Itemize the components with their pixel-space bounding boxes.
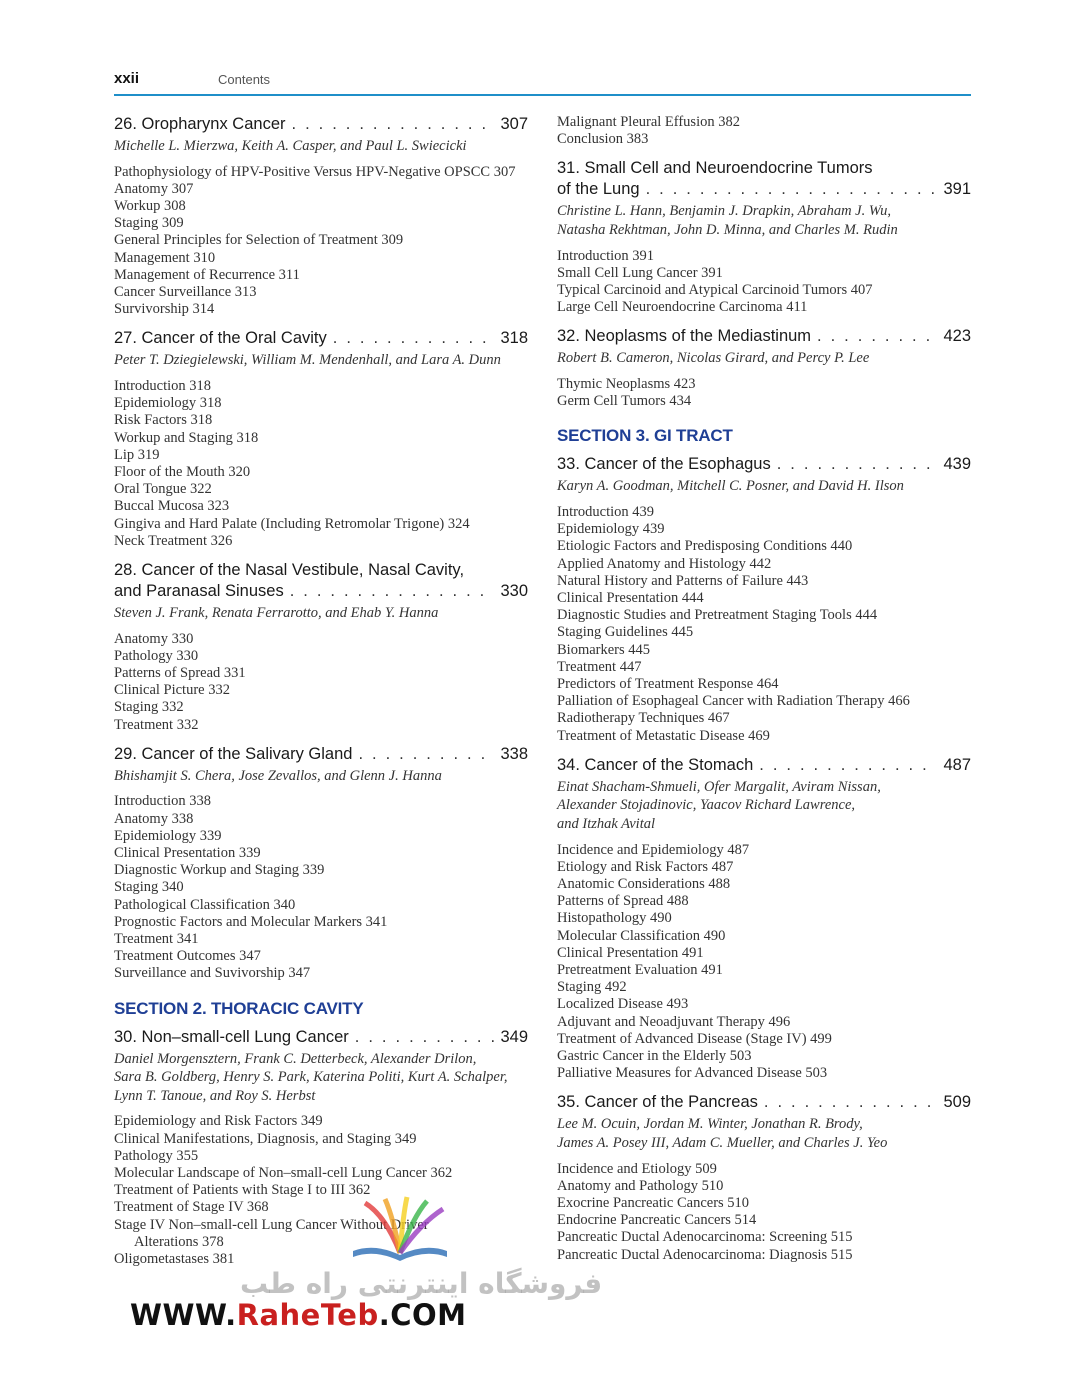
chapter-title	[114, 328, 528, 349]
toc-entry: Surveillance and Suvivorship 347	[114, 965, 311, 982]
author-line: Natasha Rekhtman, John D. Minna, and Charles M. Rudin	[557, 222, 898, 238]
toc-entry: Epidemiology 339	[114, 827, 222, 844]
chapter-block	[114, 114, 528, 318]
toc-entry: Oral Tongue 322	[114, 481, 212, 498]
chapter-title-line: 32. Neoplasms of the Mediastinum	[557, 327, 812, 346]
chapter-title-row	[557, 755, 971, 776]
chapter-page-number: 509	[943, 1093, 971, 1112]
toc-entry: Adjuvant and Neoadjuvant Therapy 496	[557, 1013, 791, 1030]
chapter-title	[114, 114, 528, 135]
chapter-title-line: 27. Cancer of the Oral Cavity	[114, 329, 327, 348]
author-line: Bhishamjit S. Chera, Jose Zevallos, and Glenn J. Hanna	[114, 767, 442, 784]
watermark-url-brand: RaheTeb	[236, 1298, 379, 1332]
toc-entry: Buccal Mucosa 323	[114, 498, 230, 515]
chapter-title	[557, 454, 971, 475]
page-header	[114, 68, 971, 96]
chapter-authors	[557, 349, 971, 368]
toc-entry: Survivorship 314	[114, 301, 215, 318]
chapter-block	[114, 560, 528, 734]
toc-entry: Clinical Presentation 444	[557, 590, 704, 607]
continued-entries	[557, 114, 971, 148]
section-heading: SECTION 3. GI TRACT	[557, 426, 733, 446]
chapter-title-row	[557, 1092, 971, 1113]
chapter-authors	[114, 604, 528, 623]
chapter-title-line: 26. Oropharynx Cancer	[114, 115, 286, 133]
toc-entry: Large Cell Neuroendocrine Carcinoma 411	[557, 299, 808, 316]
toc-entry: Workup and Staging 318	[114, 429, 259, 446]
toc-entry: Introduction 391	[557, 247, 655, 264]
toc-entry: Epidemiology and Risk Factors 349	[114, 1113, 323, 1130]
toc-entry: Management of Recurrence 311	[114, 266, 300, 283]
toc-entry: Small Cell Lung Cancer 391	[557, 264, 723, 281]
toc-entry: Pathology 330	[114, 647, 199, 664]
toc-entry: Pathological Classification 340	[114, 896, 296, 913]
toc-entry: Treatment of Advanced Disease (Stage IV) 499	[557, 1030, 832, 1047]
toc-entry: Natural History and Patterns of Failure 443	[557, 572, 809, 589]
author-line: James A. Posey III, Adam C. Mueller, and Charles J. Yeo	[557, 1135, 888, 1152]
toc-entry: Applied Anatomy and Histology 442	[557, 555, 772, 572]
toc-entry: Localized Disease 493	[557, 996, 689, 1013]
toc-entry: Epidemiology 318	[114, 395, 222, 412]
author-line: Karyn A. Goodman, Mitchell C. Posner, and David H. Ilson	[557, 478, 904, 495]
toc-entry: Biomarkers 445	[557, 641, 651, 658]
toc-entry: Oligometastases 381	[114, 1251, 235, 1268]
toc-entry: Diagnostic Studies and Pretreatment Staging Tools 444	[557, 607, 878, 624]
chapter-block	[557, 326, 971, 410]
toc-entry: Lip 319	[114, 446, 160, 463]
toc-entry: Treatment Outcomes 347	[114, 948, 261, 965]
chapter-block	[557, 454, 971, 744]
chapter-title	[557, 158, 971, 200]
toc-entry: Treatment of Patients with Stage I to III 362	[114, 1182, 371, 1199]
chapter-authors	[114, 137, 528, 156]
toc-entry: Molecular Landscape of Non–small-cell Lung Cancer 362	[114, 1165, 453, 1182]
chapter-title	[114, 744, 528, 765]
toc-entry: Management 310	[114, 249, 216, 266]
toc-entry: Clinical Presentation 339	[114, 845, 261, 862]
toc-entry: Typical Carcinoid and Atypical Carcinoid Tumors 407	[557, 282, 873, 298]
chapter-block	[114, 744, 528, 983]
running-title: Contents	[218, 72, 271, 87]
author-line: Michelle L. Mierzwa, Keith A. Casper, and Paul L. Swiecicki	[114, 138, 467, 154]
author-line: Steven J. Frank, Renata Ferrarotto, and Ehab Y. Hanna	[114, 605, 439, 622]
chapter-title-row	[557, 179, 971, 200]
dot-leader	[333, 328, 495, 349]
toc-entry: Treatment 332	[114, 716, 199, 733]
chapter-title-row	[114, 328, 528, 349]
chapter-title-line: 31. Small Cell and Neuroendocrine Tumors	[557, 159, 873, 178]
chapter-authors	[557, 778, 971, 834]
toc-entry: Introduction 318	[114, 378, 212, 395]
toc-entry: Floor of the Mouth 320	[114, 464, 251, 481]
toc-entry: Incidence and Etiology 509	[557, 1160, 717, 1177]
toc-entry: Clinical Manifestations, Diagnosis, and Staging 349	[114, 1130, 417, 1147]
toc-entry: Malignant Pleural Effusion 382	[557, 114, 740, 130]
toc-entry: Molecular Classification 490	[557, 927, 726, 944]
toc-entry: Staging 492	[557, 979, 627, 996]
toc-entry: Treatment 447	[557, 658, 642, 675]
dot-leader	[355, 1027, 495, 1048]
chapter-title-line: 28. Cancer of the Nasal Vestibule, Nasal Cavity,	[114, 561, 465, 580]
toc-entry: Neck Treatment 326	[114, 532, 233, 549]
toc-entry: Pancreatic Ductal Adenocarcinoma: Screening 515	[557, 1229, 853, 1246]
toc-entry: Germ Cell Tumors 434	[557, 393, 692, 410]
chapter-title-line: of the Lung	[557, 180, 640, 199]
dot-leader	[817, 326, 937, 347]
chapter-authors	[114, 767, 528, 786]
chapter-title-line: 34. Cancer of the Stomach	[557, 755, 754, 774]
toc-entry: Pretreatment Evaluation 491	[557, 962, 723, 979]
chapter-block	[557, 755, 971, 1083]
chapter-authors	[557, 202, 971, 239]
chapter-title-line: 29. Cancer of the Salivary Gland	[114, 744, 353, 763]
chapter-page-number: 330	[500, 582, 528, 601]
toc-entry: Diagnostic Workup and Staging 339	[114, 862, 325, 879]
toc-entry: Treatment of Stage IV 368	[114, 1199, 269, 1216]
chapter-page-number: 338	[500, 744, 528, 763]
author-line: Christine L. Hann, Benjamin J. Drapkin, Abraham J. Wu,	[557, 203, 892, 220]
toc-entry: Thymic Neoplasms 423	[557, 376, 696, 392]
toc-entry: Introduction 338	[114, 793, 212, 810]
author-line: Lynn T. Tanoue, and Roy S. Herbst	[114, 1087, 316, 1104]
toc-entry: Etiology and Risk Factors 487	[557, 858, 734, 875]
watermark	[130, 1195, 603, 1335]
toc-entry: Patterns of Spread 488	[557, 893, 689, 910]
dot-leader	[777, 454, 938, 475]
book-logo-icon	[345, 1195, 455, 1267]
toc-entry: Stage IV Non–small-cell Lung Cancer Without Driver	[114, 1216, 429, 1233]
toc-entry: Epidemiology 439	[557, 521, 665, 538]
left-column	[114, 114, 528, 1278]
dot-leader	[292, 114, 495, 135]
dot-leader	[759, 755, 937, 776]
section-heading: SECTION 2. THORACIC CAVITY	[114, 998, 364, 1018]
chapter-title	[557, 755, 971, 776]
toc-entry: Histopathology 490	[557, 910, 672, 927]
chapter-authors	[114, 1050, 528, 1106]
toc-entry: Gingiva and Hard Palate (Including Retromolar Trigone) 324	[114, 515, 470, 532]
dot-leader	[764, 1092, 938, 1113]
toc-entry: Pathology 355	[114, 1147, 199, 1164]
chapter-authors	[557, 477, 971, 496]
chapter-title	[114, 1027, 528, 1048]
toc-entry: Alterations 378	[134, 1233, 224, 1250]
dot-leader	[358, 744, 494, 765]
chapter-page-number: 349	[500, 1027, 528, 1046]
author-line: Einat Shacham-Shmueli, Ofer Margalit, Aviram Nissan,	[557, 778, 881, 795]
toc-entry: Patterns of Spread 331	[114, 665, 246, 682]
chapter-title	[114, 560, 528, 602]
chapter-page-number: 318	[500, 329, 528, 348]
chapter-title-row	[114, 1027, 528, 1048]
chapter-title-row	[557, 454, 971, 475]
page-number: xxii	[114, 70, 140, 87]
toc-entry: Treatment of Metastatic Disease 469	[557, 727, 770, 744]
toc-entry: Anatomy 307	[114, 180, 194, 197]
author-line: and Itzhak Avital	[557, 816, 656, 833]
toc-entry: Palliative Measures for Advanced Disease 503	[557, 1065, 828, 1082]
chapter-title	[557, 1092, 971, 1113]
watermark-url-prefix: WWW.	[130, 1298, 237, 1332]
chapter-page-number: 487	[943, 755, 971, 774]
toc-entry: Exocrine Pancreatic Cancers 510	[557, 1195, 750, 1212]
toc-entry: Clinical Presentation 491	[557, 944, 704, 961]
toc-entry: Etiologic Factors and Predisposing Conditions 440	[557, 538, 853, 555]
chapter-title	[557, 326, 971, 347]
chapter-block	[557, 158, 971, 316]
dot-leader	[646, 179, 938, 200]
chapter-block	[557, 1092, 971, 1263]
toc-entry: Staging Guidelines 445	[557, 624, 694, 641]
watermark-url	[130, 1298, 467, 1332]
toc-entry: Incidence and Epidemiology 487	[557, 841, 750, 858]
toc-entry: Introduction 439	[557, 504, 655, 520]
toc-entry: Anatomy 338	[114, 810, 194, 827]
author-line: Daniel Morgensztern, Frank C. Detterbeck, Alexander Drilon,	[114, 1050, 477, 1067]
dot-leader	[290, 581, 495, 602]
toc-entry: Staging 332	[114, 699, 184, 716]
chapter-title-line: 35. Cancer of the Pancreas	[557, 1093, 758, 1112]
toc-entry: Anatomy and Pathology 510	[557, 1177, 724, 1194]
chapter-page-number: 307	[500, 115, 528, 133]
chapter-page-number: 423	[943, 327, 971, 346]
author-line: Lee M. Ocuin, Jordan M. Winter, Jonathan R. Brody,	[557, 1116, 863, 1133]
chapter-authors	[557, 1115, 971, 1152]
chapter-title-row	[114, 581, 528, 602]
chapter-title-row	[114, 744, 528, 765]
chapter-title-line: 33. Cancer of the Esophagus	[557, 455, 771, 474]
toc-entry: Pancreatic Ductal Adenocarcinoma: Diagnosis 515	[557, 1246, 853, 1263]
toc-entry: Anatomic Considerations 488	[557, 876, 731, 893]
chapter-title-line: and Paranasal Sinuses	[114, 582, 284, 601]
toc-entry: Prognostic Factors and Molecular Markers 341	[114, 913, 388, 930]
chapter-page-number: 391	[943, 180, 971, 199]
toc-entry: Clinical Picture 332	[114, 682, 230, 699]
author-line: Sara B. Goldberg, Henry S. Park, Katerina Politi, Kurt A. Schalper,	[114, 1069, 508, 1086]
chapter-block	[114, 328, 528, 550]
toc-entry: Treatment 341	[114, 931, 199, 948]
toc-entry: Cancer Surveillance 313	[114, 284, 257, 301]
right-column	[557, 114, 971, 1274]
chapter-title-line: 30. Non–small-cell Lung Cancer	[114, 1027, 349, 1046]
toc-entry: Conclusion 383	[557, 131, 649, 148]
toc-entry: General Principles for Selection of Treatment 309	[114, 232, 404, 249]
author-line: Peter T. Dziegielewski, William M. Mendenhall, and Lara A. Dunn	[114, 352, 501, 369]
toc-entry: Risk Factors 318	[114, 412, 213, 429]
watermark-persian-text: فروشگاه اینترنتی راه طب	[240, 1267, 603, 1300]
toc-entry: Gastric Cancer in the Elderly 503	[557, 1048, 752, 1065]
chapter-authors	[114, 351, 528, 370]
toc-entry: Pathophysiology of HPV-Positive Versus HPV-Negative OPSCC 307	[114, 163, 516, 180]
chapter-title-row	[557, 326, 971, 347]
toc-entry: Workup 308	[114, 198, 186, 214]
toc-entry: Palliation of Esophageal Cancer with Radiation Therapy 466	[557, 693, 910, 710]
toc-entry: Staging 309	[114, 215, 184, 232]
toc-entry: Endocrine Pancreatic Cancers 514	[557, 1212, 757, 1229]
author-line: Robert B. Cameron, Nicolas Girard, and Percy P. Lee	[557, 350, 870, 367]
chapter-page-number: 439	[943, 455, 971, 474]
toc-entry: Radiotherapy Techniques 467	[557, 710, 730, 727]
author-line: Alexander Stojadinovic, Yaacov Richard Lawrence,	[557, 797, 856, 814]
toc-entry: Staging 340	[114, 879, 184, 896]
toc-entry: Anatomy 330	[114, 630, 194, 647]
watermark-url-suffix: .COM	[378, 1298, 467, 1332]
chapter-title-row	[114, 114, 528, 135]
toc-entry: Predictors of Treatment Response 464	[557, 676, 779, 693]
